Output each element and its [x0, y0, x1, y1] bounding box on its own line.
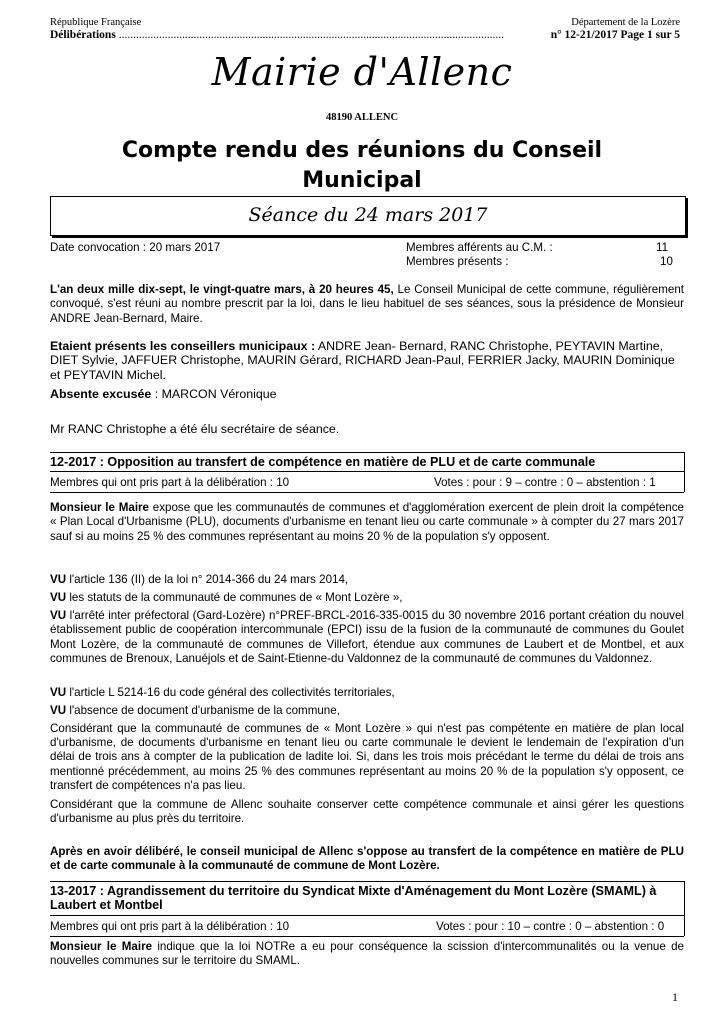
section2-members: Membres qui ont pris part à la délibération : 10: [50, 920, 290, 933]
attendees-label: Etaient présents les conseillers municipaux :: [50, 339, 316, 353]
dot-leader: ......................................................................................................................................: [118, 29, 504, 41]
section1-right-border: [684, 452, 685, 492]
absent-label: Absente excusée: [50, 387, 152, 401]
deliberation-ref: [551, 29, 680, 41]
vu-text-5: l'absence de document d'urbanisme de la commune,: [66, 704, 340, 717]
header-left: [50, 17, 504, 41]
section2-title-rule: [50, 915, 684, 916]
section1-title: 12-2017 : Opposition au transfert de compétence en matière de PLU et de carte communale: [50, 455, 596, 469]
section1-decision: Après en avoir délibéré, le conseil municipal de Allenc s'oppose au transfert de la compétence en matière de PLU et de carte communale à la communauté de commune de Mont Lozère.: [50, 845, 684, 873]
section2-votes: Votes : pour : 10 – contre : 0 – abstention : 0: [436, 920, 665, 933]
section2-top-rule: [50, 881, 684, 882]
page-number: 1: [672, 990, 678, 1004]
section1-meta-rule: [50, 492, 684, 493]
deliberations-label: Délibérations: [50, 29, 116, 41]
members-afferents-label: Membres afférents au C.M. :: [406, 241, 553, 254]
considerant-1: Considérant que la communauté de communes de « Mont Lozère » qui n'est pas compétente en matière de plan local d'urbanisme, de documents d'urbanisme en tenant lieu ou carte communale le devient le lendemain de l'expiration d'un délai de trois ans à compter de la publication de ladite loi. Si, dans les trois mois précédant le terme du délai de trois ans mentionné précédemment, au moins 25 % des communes représentant au moins 20 % de la population s'y opposent, ce transfert de compétences n'a pas lieu.: [50, 722, 684, 792]
seance-date: Séance du 24 mars 2017: [248, 204, 488, 226]
section2-meta-rule: [50, 936, 684, 937]
members-presents-value: 10: [660, 255, 673, 268]
vu-text-3: l'arrêté inter préfectoral (Gard-Lozère) n°PREF-BRCL-2016-335-0015 du 30 novembre 2016 portant création du nouvel établissement public de coopération intercommunale (EPCI) issu de la fusion de la communauté de communes du Goulet Mont Lozère, de la communauté de communes de Villefort, étendue aux communes de Laubert et de Montbel, et aux communes de Brenoux, Lanuéjols et de Saint-Etienne-du Valdonnez de la communauté de communes du Valdonnez.: [50, 609, 684, 666]
document-title: Compte rendu des réunions du Conseil Municipal: [121, 138, 603, 193]
mairie-title: Mairie d'Allenc: [211, 50, 513, 94]
members-presents-label: Membres présents :: [406, 255, 509, 268]
vu-label: VU: [50, 573, 67, 586]
opening-date: L'an deux mille dix-sept, le vingt-quatre mars, à 20 heures 45,: [50, 283, 394, 296]
members-afferents-value: 11: [656, 241, 669, 254]
section1-title-rule: [50, 471, 684, 472]
vu-label: VU: [50, 609, 67, 622]
section2-intro-subject: Monsieur le Maire: [50, 940, 153, 953]
vu-text-2: les statuts de la communauté de communes de « Mont Lozère »,: [66, 591, 403, 604]
section1-votes: Votes : pour : 9 – contre : 0 – abstention : 1: [434, 476, 656, 489]
attendees-paragraph: [50, 339, 684, 382]
absent-names: : MARCON Véronique: [151, 387, 277, 401]
seance-box: [50, 196, 686, 236]
vu-line-1: [50, 573, 684, 587]
vu-line-4: [50, 686, 684, 700]
absent-line: [50, 387, 277, 401]
vu-label: VU: [50, 591, 67, 604]
vu-text-1: l'article 136 (II) de la loi n° 2014-366 du 24 mars 2014,: [66, 573, 349, 586]
considerant-2: Considérant que la commune de Allenc souhaite conserver cette compétence communale et ainsi gérer les questions d'urbanisme au plus près du territoire.: [50, 798, 684, 826]
vu-line-3: [50, 609, 684, 667]
section1-intro-text: expose que les communautés de communes et d'agglomération exercent de plein droit la compétence « Plan Local d'Urbanisme (PLU), documents d'urbanisme en tenant lieu ou carte communale » à compter du 27 mars 2017 sauf si au moins 25 % des communes représentant au moins 20 % de la population s'y opposent.: [50, 501, 684, 543]
section1-top-rule: [50, 452, 684, 453]
header-right: [551, 17, 680, 41]
opening-text: Le Conseil Municipal de cette commune, régulièrement convoqué, s'est réuni au nombre prescrit par la loi, dans le lieu habituel de ses séances, sous la présidence de Monsieur ANDRE Jean-Bernard, Maire.: [50, 283, 685, 325]
vu-label: VU: [50, 704, 67, 717]
section1-intro-subject: Monsieur le Maire: [50, 501, 150, 514]
section2-intro: [50, 940, 684, 969]
section2-title: 13-2017 : Agrandissement du territoire du Syndicat Mixte d'Aménagement du Mont Lozère (SMAML) à Laubert et Montbel: [50, 884, 657, 913]
deliberations-line: [50, 29, 504, 41]
deliberation-number: n° 12-21/2017: [550, 29, 618, 41]
section2-intro-text: indique que la loi NOTRe a eu pour conséquence la scission d'intercommunalités ou la venue de nouvelles communes sur le territoire du SMAML.: [50, 940, 685, 968]
vu-line-5: [50, 704, 684, 718]
attendees-names: ANDRE Jean- Bernard, RANC Christophe, PEYTAVIN Martine, DIET Sylvie, JAFFUER Christophe, MAURIN Gérard, RICHARD Jean-Paul, FERRIER Jacky, MAURIN Dominique et PEYTAVIN Michel.: [50, 339, 675, 382]
section1-members: Membres qui ont pris part à la délibération : 10: [50, 476, 290, 489]
department-label: Département de la Lozère: [571, 17, 680, 28]
section1-intro: [50, 501, 684, 544]
section2-right-border: [684, 881, 685, 936]
secretary-line: Mr RANC Christophe a été élu secrétaire de séance.: [50, 422, 340, 436]
opening-paragraph: [50, 283, 684, 326]
vu-text-4: l'article L 5214-16 du code général des collectivités territoriales,: [66, 686, 395, 699]
vu-line-2: [50, 591, 684, 605]
postcode: 48190 ALLENC: [325, 112, 399, 123]
page-info: Page 1 sur 5: [620, 29, 680, 41]
republic-label: République Française: [50, 17, 142, 28]
vu-label: VU: [50, 686, 67, 699]
convocation-date: Date convocation : 20 mars 2017: [50, 241, 221, 254]
